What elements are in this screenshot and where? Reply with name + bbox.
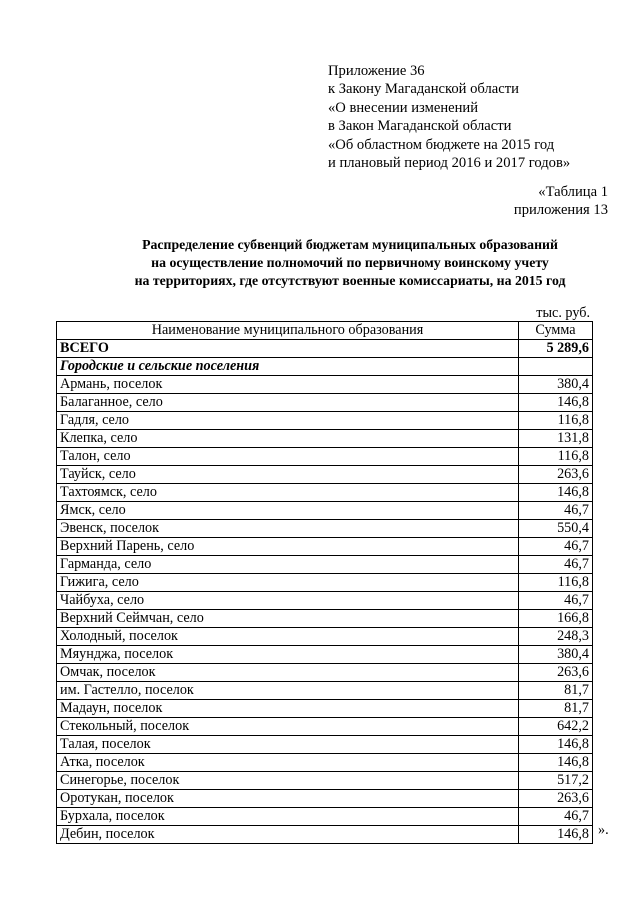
table-reference (514, 183, 608, 220)
municipality-name: Верхний Сеймчан, село (57, 610, 519, 628)
subvention-amount: 146,8 (519, 754, 593, 772)
municipality-name: Гарманда, село (57, 556, 519, 574)
group-label: Городские и сельские поселения (57, 358, 519, 376)
table-row (57, 826, 593, 844)
municipality-name: Талая, поселок (57, 736, 519, 754)
subvention-amount: 46,7 (519, 808, 593, 826)
table-row (57, 466, 593, 484)
subvention-amount: 380,4 (519, 376, 593, 394)
table-row (57, 376, 593, 394)
subvention-amount: 46,7 (519, 502, 593, 520)
subvention-amount: 46,7 (519, 556, 593, 574)
municipality-name: Атка, поселок (57, 754, 519, 772)
subvention-amount: 380,4 (519, 646, 593, 664)
subvention-amount: 642,2 (519, 718, 593, 736)
column-header-sum: Сумма (519, 322, 593, 340)
subvention-amount: 263,6 (519, 466, 593, 484)
municipality-name: Омчак, поселок (57, 664, 519, 682)
appendix-line: в Закон Магаданской области (328, 118, 512, 135)
table-row (57, 574, 593, 592)
table-row (57, 628, 593, 646)
subvention-amount: 131,8 (519, 430, 593, 448)
municipality-name: Оротукан, поселок (57, 790, 519, 808)
municipality-name: Мяунджа, поселок (57, 646, 519, 664)
subvention-amount: 116,8 (519, 574, 593, 592)
municipality-name: Тауйск, село (57, 466, 519, 484)
table-row (57, 556, 593, 574)
table-row (57, 430, 593, 448)
appendix-line: «О внесении изменений (328, 99, 479, 116)
subvention-amount: 146,8 (519, 394, 593, 412)
subvention-amount: 146,8 (519, 736, 593, 754)
municipality-name: Гадля, село (57, 412, 519, 430)
municipality-name: Ямск, село (57, 502, 519, 520)
title-line: на территориях, где отсутствуют военные комиссариаты, на 2015 год (134, 272, 566, 288)
subvention-amount: 263,6 (519, 664, 593, 682)
table-row (57, 790, 593, 808)
document-title (40, 236, 640, 289)
total-row (57, 340, 593, 358)
table-row (57, 502, 593, 520)
table-row (57, 664, 593, 682)
table-row (57, 412, 593, 430)
total-sum: 5 289,6 (519, 340, 593, 358)
municipality-name: Гижига, село (57, 574, 519, 592)
subvention-amount: 248,3 (519, 628, 593, 646)
subvention-amount: 46,7 (519, 538, 593, 556)
table-row (57, 754, 593, 772)
appendix-line: «Об областном бюджете на 2015 год (328, 136, 555, 153)
table-row (57, 808, 593, 826)
subvention-amount: 116,8 (519, 448, 593, 466)
column-header-name: Наименование муниципального образования (57, 322, 519, 340)
table-row (57, 610, 593, 628)
group-sum (519, 358, 593, 376)
total-label: ВСЕГО (57, 340, 519, 358)
subvention-amount: 146,8 (519, 826, 593, 844)
municipality-name: Талон, село (57, 448, 519, 466)
municipality-name: Балаганное, село (57, 394, 519, 412)
municipality-name: Синегорье, поселок (57, 772, 519, 790)
municipality-name: им. Гастелло, поселок (57, 682, 519, 700)
appendix-header (328, 62, 570, 172)
table-row (57, 700, 593, 718)
municipality-name: Тахтоямск, село (57, 484, 519, 502)
municipality-name: Армань, поселок (57, 376, 519, 394)
table-row (57, 592, 593, 610)
table-row (57, 484, 593, 502)
subvention-table (56, 321, 593, 844)
subvention-amount: 116,8 (519, 412, 593, 430)
subvention-amount: 81,7 (519, 700, 593, 718)
municipality-name: Верхний Парень, село (57, 538, 519, 556)
table-row (57, 772, 593, 790)
appendix-line: Приложение 36 (328, 63, 425, 79)
subvention-amount: 46,7 (519, 592, 593, 610)
table-row (57, 646, 593, 664)
table-row (57, 448, 593, 466)
table-header-row (57, 322, 593, 340)
closing-quote-mark: ». (598, 822, 609, 838)
appendix-line: и плановый период 2016 и 2017 годов» (328, 154, 571, 171)
group-row (57, 358, 593, 376)
subvention-amount: 517,2 (519, 772, 593, 790)
units-label: тыс. руб. (536, 305, 590, 321)
municipality-name: Эвенск, поселок (57, 520, 519, 538)
table-row (57, 538, 593, 556)
table-row (57, 718, 593, 736)
municipality-name: Мадаун, поселок (57, 700, 519, 718)
municipality-name: Клепка, село (57, 430, 519, 448)
table-row (57, 682, 593, 700)
subvention-amount: 146,8 (519, 484, 593, 502)
municipality-name: Бурхала, поселок (57, 808, 519, 826)
title-line: на осуществление полномочий по первичному воинскому учету (151, 254, 549, 270)
table-reference-line: «Таблица 1 (538, 184, 608, 200)
municipality-name: Чайбуха, село (57, 592, 519, 610)
appendix-line: к Закону Магаданской области (328, 81, 519, 98)
table-row (57, 520, 593, 538)
municipality-name: Холодный, поселок (57, 628, 519, 646)
subvention-amount: 263,6 (519, 790, 593, 808)
title-line: Распределение субвенций бюджетам муниципальных образований (142, 237, 558, 252)
table-row (57, 736, 593, 754)
table-row (57, 394, 593, 412)
municipality-name: Дебин, поселок (57, 826, 519, 844)
subvention-amount: 550,4 (519, 520, 593, 538)
subvention-amount: 166,8 (519, 610, 593, 628)
municipality-name: Стекольный, поселок (57, 718, 519, 736)
subvention-amount: 81,7 (519, 682, 593, 700)
table-reference-line: приложения 13 (513, 202, 608, 219)
